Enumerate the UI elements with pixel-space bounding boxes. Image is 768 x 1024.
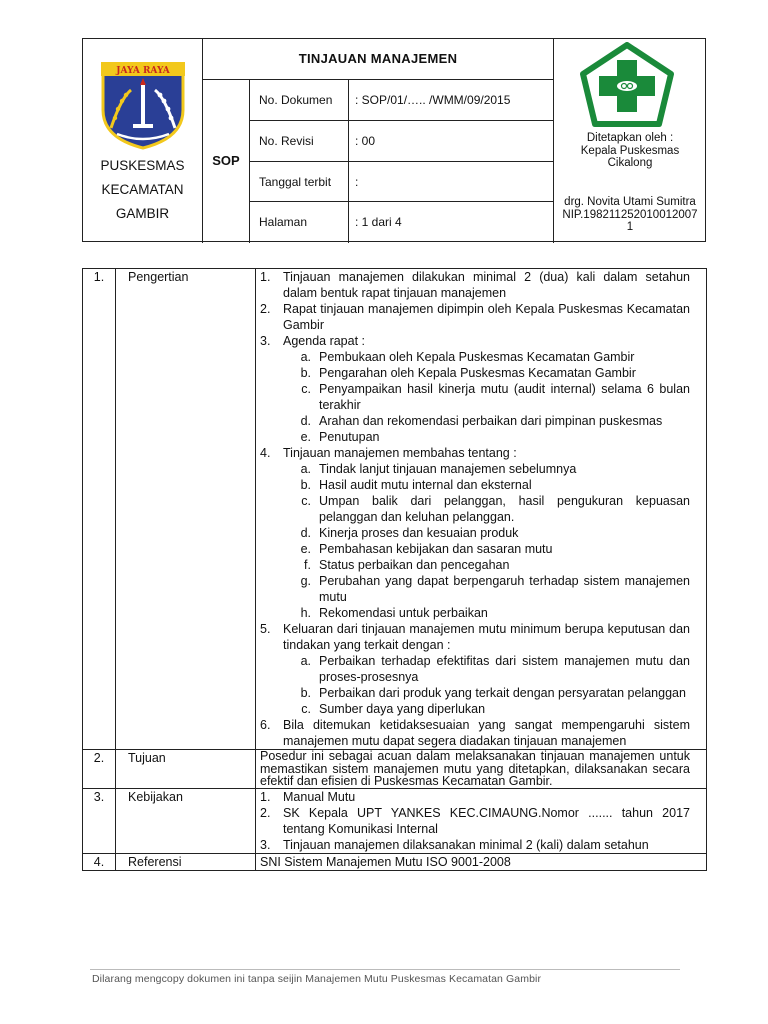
list-item: 2. SK Kepala UPT YANKES KEC.CIMAUNG.Nomor ....... tahun 2017 tentang Komunikasi Internal: [260, 805, 690, 836]
section-number: 3.: [83, 788, 116, 853]
approval-by: Ditetapkan oleh :: [586, 132, 674, 144]
section-number: 2.: [83, 750, 116, 789]
doc-number-label: No. Dokumen: [259, 93, 333, 107]
sub-list-item: e. Penutupan: [300, 430, 380, 444]
sub-list-item: d. Kinerja proses dan kesuaian produk: [300, 526, 519, 540]
sub-list-item: c. Penyampaikan hasil kinerja mutu (audit internal) selama 6 bulan terakhir: [301, 382, 690, 412]
reference-text: SNI Sistem Manajemen Mutu ISO 9001-2008: [260, 854, 511, 869]
approval-position: Kepala Puskesmas: [580, 145, 680, 157]
approval-location: Cikalong: [607, 157, 653, 169]
list-item: 5. Keluaran dari tinjauan manajemen mutu minimum berupa keputusan dan tindakan yang terkait dengan : a. Perbaikan terhadap efektifitas dari sistem manajemen mutu dan proses-prosesnya b. Perbaikan dari produk yang terkait dengan persyaratan pelanggan c. Sumber daya yang diperlukan: [260, 622, 690, 716]
list-item: 1. Tinjauan manajemen dilakukan minimal 2 (dua) kali dalam setahun dalam bentuk rapat tinjauan manajemen: [260, 270, 690, 300]
purpose-paragraph: Posedur ini sebagai acuan dalam melaksanakan tinjauan manajemen untuk memastikan sistem manajemen mutu yang ditetapkan, dilaksanakan secara efektif dan efisien di Puskesmas Kecamatan Gambir.: [260, 749, 690, 788]
sop-content-table: [82, 268, 707, 871]
section-number: 1.: [83, 269, 116, 750]
sub-list-item: e. Pembahasan kebijakan dan sasaran mutu: [300, 542, 553, 556]
revision-label: No. Revisi: [259, 134, 314, 148]
table-row: [83, 788, 707, 853]
sub-list-item: c. Sumber daya yang diperlukan: [301, 702, 486, 716]
list-item: 6. Bila ditemukan ketidaksesuaian yang sangat mempengaruhi sistem manajemen mutu dapat segera diadakan tinjauan manajemen: [260, 718, 690, 748]
svg-text:JAYA RAYA: JAYA RAYA: [116, 66, 170, 76]
doc-number-value: : SOP/01/….. /WMM/09/2015: [355, 93, 511, 107]
page-label: Halaman: [259, 215, 308, 229]
section-name: Referensi: [116, 853, 256, 870]
list-item: 1. Manual Mutu: [260, 789, 356, 804]
footer-notice: Dilarang mengcopy dokumen ini tanpa seijin Manajemen Mutu Puskesmas Kecamatan Gambir: [92, 973, 542, 985]
sub-list-item: b. Pengarahan oleh Kepala Puskesmas Kecamatan Gambir: [300, 366, 636, 380]
list-item: 4. Tinjauan manajemen membahas tentang : a. Tindak lanjut tinjauan manajemen sebelumnya b. Hasil audit mutu internal dan eksternal c. Umpan balik dari pelanggan, hasil pengukuran kepuasan pelanggan dan keluhan pelanggan. d. Kinerja proses dan kesuaian produk e. Pembahasan kebijakan dan sasaran mutu f. Status perbaikan dan pencegahan g. Perubahan yang dapat berpengaruh terhadap sistem manajemen mutu h. Rekomendasi untuk perbaikan: [260, 446, 690, 620]
approver-nip: NIP.198211252010012007: [562, 209, 698, 221]
table-row: [83, 853, 707, 870]
jakarta-crest-logo: [97, 58, 189, 150]
sub-list-item: f. Status perbaikan dan pencegahan: [304, 558, 510, 572]
section-name: Tujuan: [116, 750, 256, 789]
section-content: [256, 750, 707, 789]
sub-list-item: c. Umpan balik dari pelanggan, hasil pengukuran kepuasan pelanggan dan keluhan pelanggan.: [301, 494, 690, 524]
document-header: [82, 38, 706, 242]
sub-list-item: g. Perubahan yang dapat berpengaruh terhadap sistem manajemen mutu: [300, 574, 690, 604]
sub-list-item: h. Rekomendasi untuk perbaikan: [300, 606, 488, 620]
table-row: [83, 750, 707, 789]
table-row: [83, 269, 707, 750]
sub-list-item: a. Perbaikan terhadap efektifitas dari sistem manajemen mutu dan proses-prosesnya: [300, 654, 690, 684]
approver-name: drg. Novita Utami Sumitra: [564, 196, 696, 208]
sub-list-item: d. Arahan dan rekomendasi perbaikan dari pimpinan puskesmas: [300, 414, 663, 428]
section-name: Pengertian: [116, 269, 256, 750]
puskesmas-cross-logo: [577, 42, 677, 128]
list-item: 3. Tinjauan manajemen dilaksanakan minimal 2 (kali) dalam setahun: [260, 837, 649, 852]
doc-type-label: SOP: [212, 153, 240, 168]
approver-nip-suffix: 1: [626, 221, 634, 233]
section-content: [256, 269, 707, 750]
footer-divider: [90, 969, 680, 970]
section-number: 4.: [83, 853, 116, 870]
sub-list-item: a. Tindak lanjut tinjauan manajemen sebelumnya: [300, 462, 577, 476]
document-title: TINJAUAN MANAJEMEN: [298, 51, 458, 66]
list-item: 2. Rapat tinjauan manajemen dipimpin oleh Kepala Puskesmas Kecamatan Gambir: [260, 302, 690, 332]
sub-list-item: b. Perbaikan dari produk yang terkait dengan persyaratan pelanggan: [300, 686, 686, 700]
section-content: [256, 853, 707, 870]
page-value: : 1 dari 4: [355, 215, 402, 229]
section-name: Kebijakan: [116, 788, 256, 853]
issue-date-label: Tanggal terbit: [259, 175, 332, 189]
sub-list-item: b. Hasil audit mutu internal dan eksternal: [300, 478, 532, 492]
sub-list-item: a. Pembukaan oleh Kepala Puskesmas Kecamatan Gambir: [300, 350, 635, 364]
section-content: [256, 788, 707, 853]
revision-value: : 00: [355, 134, 376, 148]
issue-date-value: :: [355, 175, 359, 189]
organization-name: PUSKESMAS KECAMATAN GAMBIR: [100, 158, 185, 221]
list-item: 3. Agenda rapat : a. Pembukaan oleh Kepala Puskesmas Kecamatan Gambir b. Pengarahan oleh Kepala Puskesmas Kecamatan Gambir c. Penyampaikan hasil kinerja mutu (audit internal) selama 6 bulan terakhir d. Arahan dan rekomendasi perbaikan dari pimpinan puskesmas e. Penutupan: [260, 334, 690, 444]
